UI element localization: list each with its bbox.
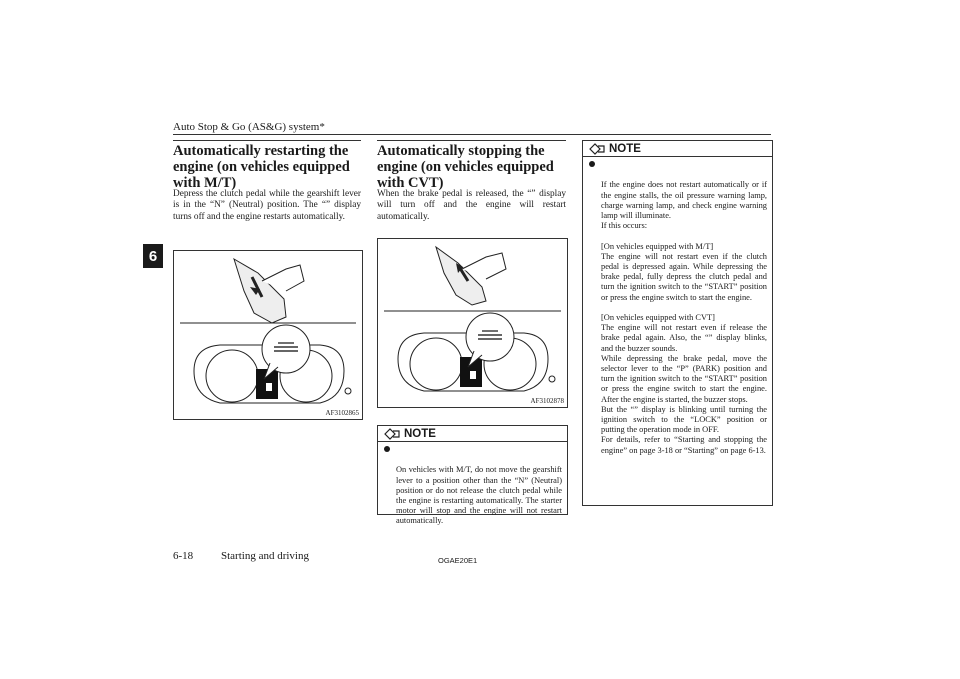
page-number: 6-18	[173, 550, 194, 562]
warning-hand-icon	[589, 143, 605, 155]
note-text	[583, 157, 772, 459]
chapter-tab: 6	[143, 244, 163, 268]
note-bullet-text: On vehicles with M/T, do not move the gearshift lever to a position other than the “N” (Neutral) position or do not release the clutch pedal while the engine is restarting automatically. The starter motor will stop and the engine will not restart automatically.	[396, 465, 562, 526]
note-box-mt	[377, 425, 568, 526]
note-label: NOTE	[404, 427, 436, 440]
section-heading-stop-cvt: Automatically stopping the engine (on vehicles equipped with CVT)	[377, 143, 554, 191]
header-rule	[173, 134, 771, 135]
warning-hand-icon	[384, 428, 400, 440]
figure-id: AF3102865	[325, 409, 359, 417]
body-text-restart-mt: Depress the clutch pedal while the gearshift lever is in the “N” (Neutral) position. The “” display turns off and the engine restarts automatically.	[173, 189, 361, 222]
section-heading-restart-mt: Automatically restarting the engine (on vehicles equipped with M/T)	[173, 143, 350, 191]
figure-brake-pedal-display	[377, 238, 568, 408]
running-header: Auto Stop & Go (AS&G) system*	[173, 121, 325, 133]
section-rule	[173, 140, 361, 141]
illustration-brake-and-meter	[378, 239, 567, 407]
note-header	[583, 141, 772, 157]
figure-id: AF3102878	[530, 397, 564, 405]
section-rule	[377, 140, 566, 141]
note-box-restart-failure	[582, 140, 773, 506]
note-bullet-text: If the engine does not restart automatically or if the engine stalls, the oil pressure warning lamp, charge warning lamp, and check engine warning lamp will illuminate. If this occurs: [On vehicles equipped with M/T] The engine will not restart even if the clutch pedal is depressed again. While depressing the brake pedal, fully depress the clutch pedal and turn the ignition switch to the “START” position or press the engine switch to start the engine. [On vehicles equipped with CVT] The engine will not restart even if release the brake pedal again. Also, the “” display blinks, and the buzzer sounds. While depressing the brake pedal, move the selector lever to the “P” (PARK) position and turn the ignition switch to the “START” position or press the engine switch to start the engine. After the engine is started, the buzzer stops. But the “” display is blinking until turning the ignition switch to the “LOCK” position or putting the operation mode in OFF. For details, refer to “Starting and stopping the engine” on page 3-18 or “Starting” on page 6-13.	[601, 180, 767, 455]
note-text	[378, 442, 567, 530]
illustration-clutch-and-meter	[174, 251, 362, 419]
note-label: NOTE	[609, 142, 641, 155]
footer-section-title: Starting and driving	[221, 550, 309, 562]
bullet-icon	[384, 446, 390, 452]
note-header	[378, 426, 567, 442]
figure-clutch-pedal-display	[173, 250, 363, 420]
document-code: OGAE20E1	[438, 556, 478, 565]
bullet-icon	[589, 161, 595, 167]
body-text-stop-cvt: When the brake pedal is released, the “” display will turn off and the engine will restart automatically.	[377, 189, 566, 222]
